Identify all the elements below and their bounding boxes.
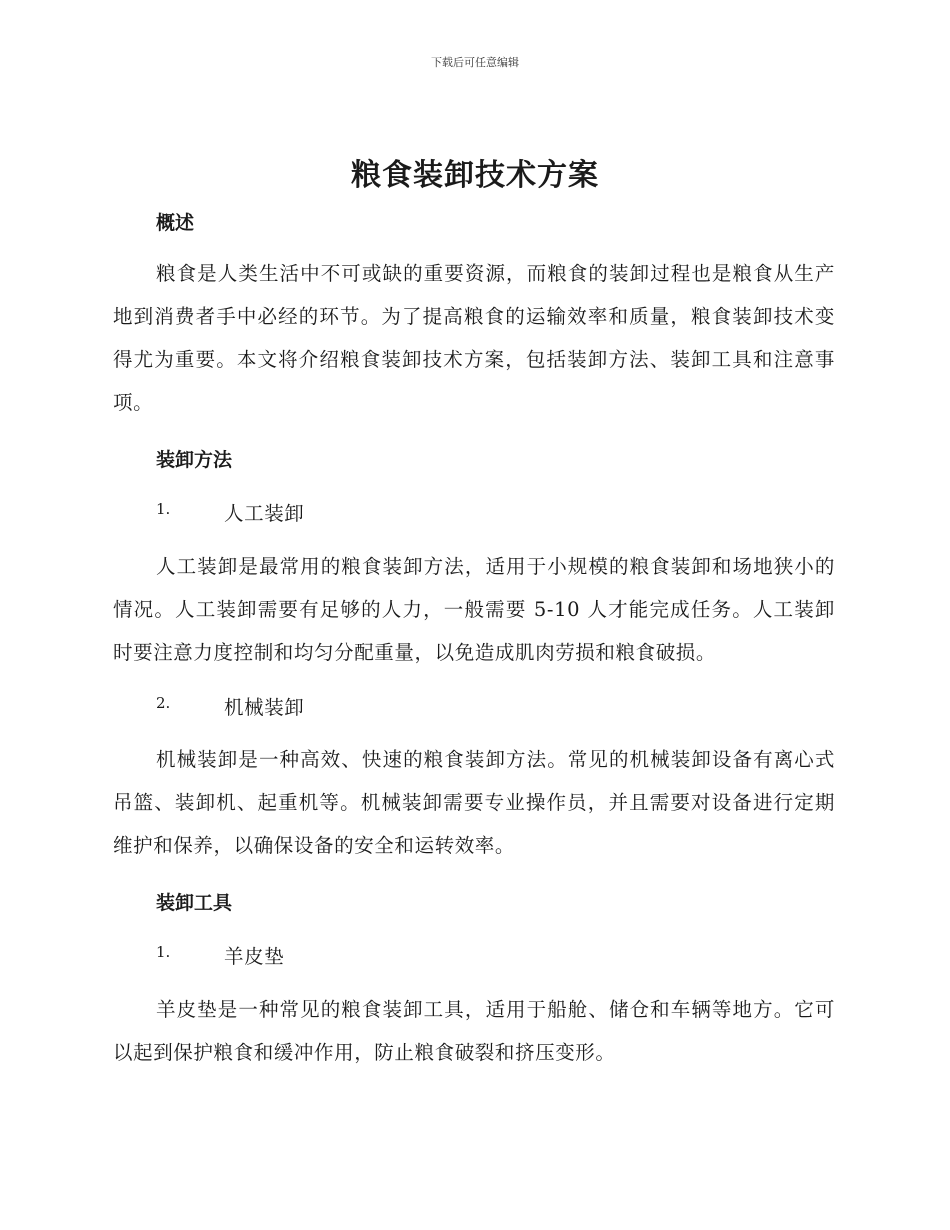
page-header-note: 下载后可任意编辑 <box>431 56 519 69</box>
section-heading-overview: 概述 <box>156 212 195 234</box>
list-item-title: 机械装卸 <box>224 696 305 719</box>
document-title: 粮食装卸技术方案 <box>351 158 599 193</box>
overview-paragraph: 粮食是人类生活中不可或缺的重要资源，而粮食的装卸过程也是粮食从生产地到消费者手中必经的环节。为了提高粮食的运输效率和质量，粮食装卸技术变得尤为重要。本文将介绍粮食装卸技术方案，包括装卸方法、装卸工具和注意事项。 <box>113 262 835 414</box>
section-heading-methods: 装卸方法 <box>156 449 233 471</box>
list-number: 1. <box>156 943 171 961</box>
list-number: 2. <box>156 694 171 712</box>
list-item-title: 羊皮垫 <box>224 945 285 968</box>
list-item-title: 人工装卸 <box>224 502 305 525</box>
mechanical-loading-paragraph: 机械装卸是一种高效、快速的粮食装卸方法。常见的机械装卸设备有离心式吊篮、装卸机、起重机等。机械装卸需要专业操作员，并且需要对设备进行定期维护和保养，以确保设备的安全和运转效率。 <box>113 748 835 857</box>
list-number: 1. <box>156 500 171 518</box>
sheepskin-pad-paragraph: 羊皮垫是一种常见的粮食装卸工具，适用于船舱、储仓和车辆等地方。它可以起到保护粮食和缓冲作用，防止粮食破裂和挤压变形。 <box>113 998 835 1064</box>
manual-loading-paragraph: 人工装卸是最常用的粮食装卸方法，适用于小规模的粮食装卸和场地狭小的情况。人工装卸需要有足够的人力，一般需要 5-10 人才能完成任务。人工装卸时要注意力度控制和均匀分配重量，以免造成肌肉劳损和粮食破损。 <box>113 555 835 664</box>
section-heading-tools: 装卸工具 <box>156 892 233 914</box>
